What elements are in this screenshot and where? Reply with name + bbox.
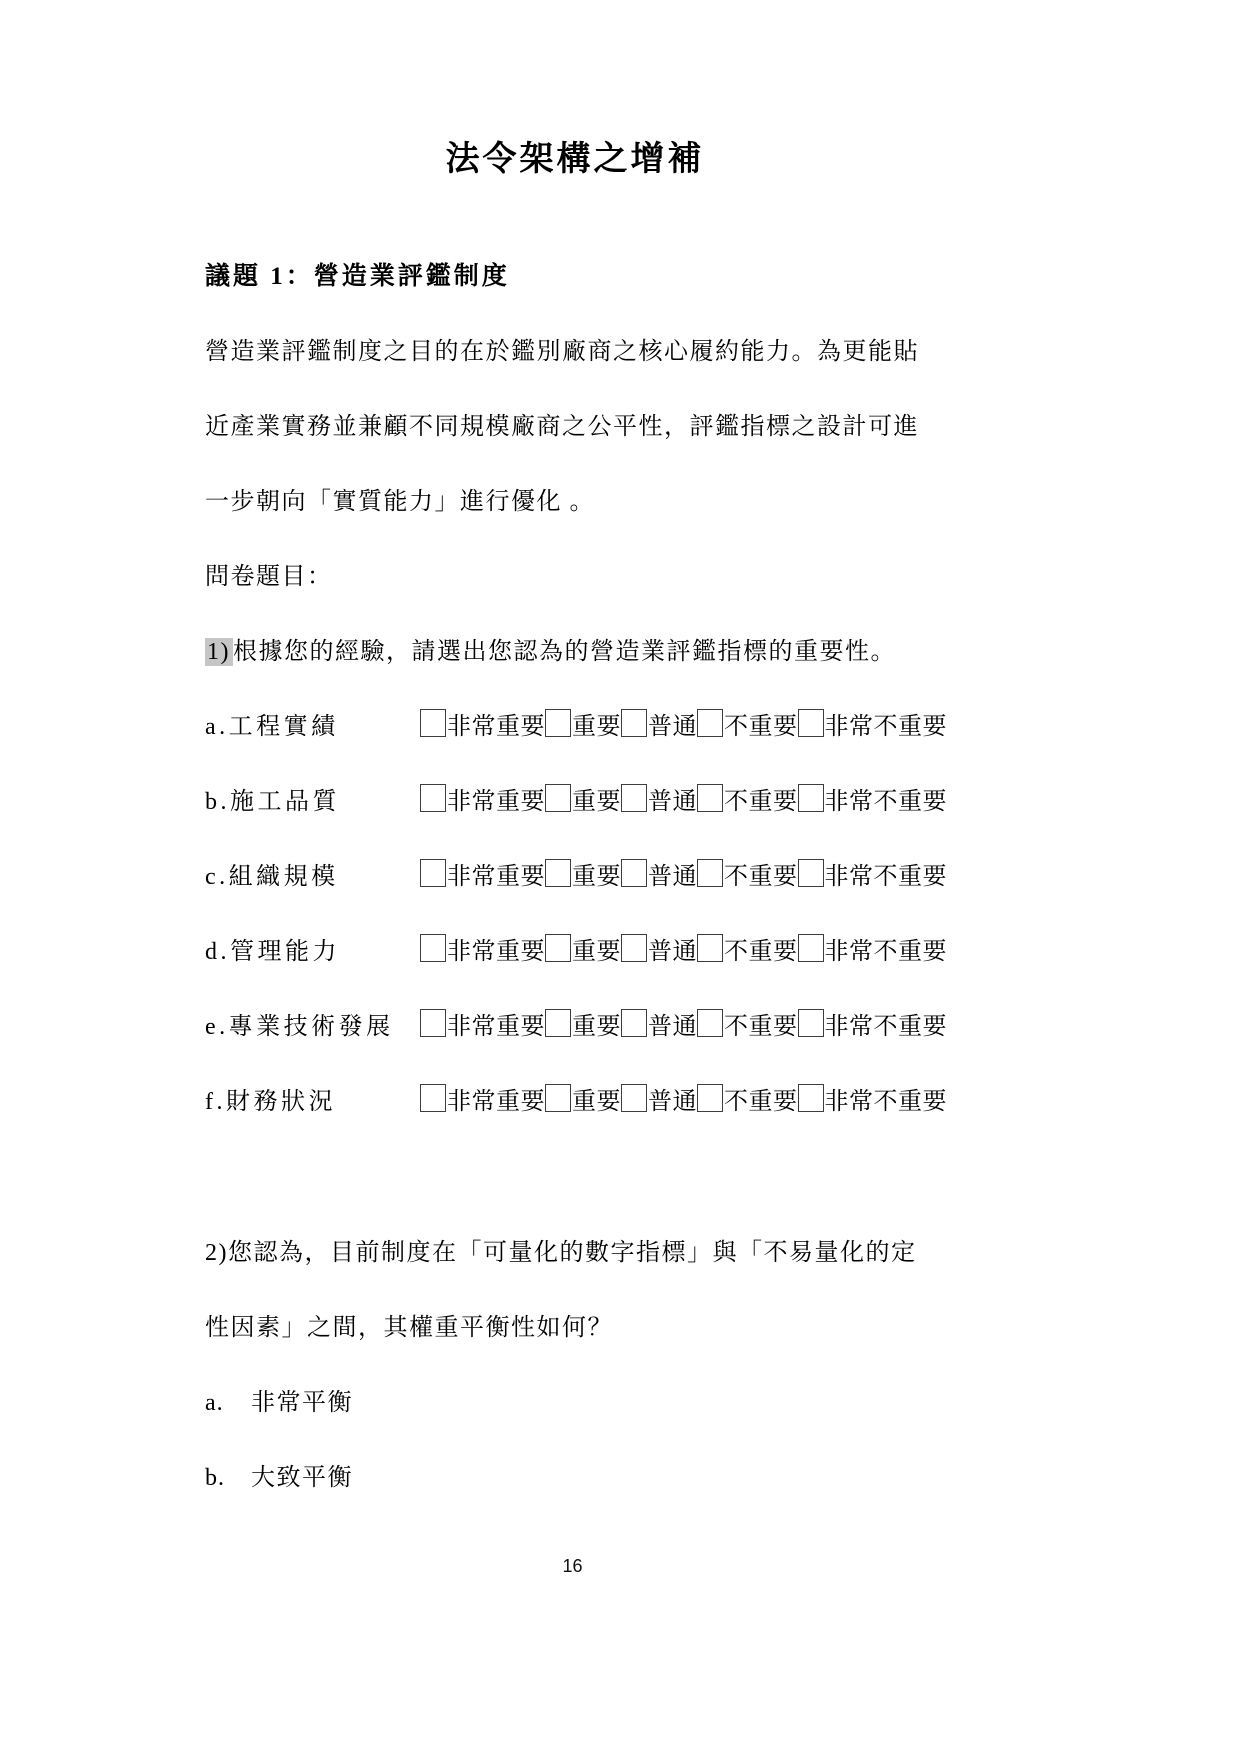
checkbox[interactable] <box>697 1009 723 1037</box>
checkbox[interactable] <box>621 859 647 887</box>
checkbox[interactable] <box>621 1084 647 1112</box>
rating-row <box>205 1065 945 1140</box>
intro-line-2: 近產業實務並兼顧不同規模廠商之公平性，評鑑指標之設計可進 <box>205 414 919 440</box>
question2-options <box>205 1366 945 1516</box>
question2-line-1: 2)您認為，目前制度在「可量化的數字指標」與「不易量化的定 <box>205 1240 917 1266</box>
checkbox-label: 普通 <box>648 1014 697 1040</box>
checkbox-label: 重要 <box>572 939 621 965</box>
checkbox-label: 普通 <box>648 714 697 740</box>
question2-option <box>205 1441 945 1516</box>
checkbox-label: 不重要 <box>724 714 798 740</box>
checkbox-label: 普通 <box>648 1089 697 1115</box>
checkbox[interactable] <box>621 1009 647 1037</box>
option-text: 大致平衡 <box>251 1465 353 1491</box>
checkbox-label: 普通 <box>648 864 697 890</box>
option-letter: a. <box>205 1390 224 1416</box>
checkbox-label: 非常重要 <box>447 789 545 815</box>
checkbox[interactable] <box>420 859 446 887</box>
intro-line-3: 一步朝向「實質能力」進行優化 。 <box>205 489 595 515</box>
rating-row-label: d.管理能力 <box>205 939 340 965</box>
checkbox[interactable] <box>798 709 824 737</box>
checkbox-label: 非常不重要 <box>824 939 947 965</box>
checkbox[interactable] <box>798 1084 824 1112</box>
checkbox-label: 非常重要 <box>447 714 545 740</box>
checkbox-label: 非常重要 <box>447 864 545 890</box>
checkbox-label: 不重要 <box>724 864 798 890</box>
page-number: 16 <box>562 1556 583 1576</box>
checkbox[interactable] <box>697 709 723 737</box>
checkbox[interactable] <box>697 934 723 962</box>
intro-line-1: 營造業評鑑制度之目的在於鑑別廠商之核心履約能力。為更能貼 <box>205 339 919 365</box>
rating-row-label: a.工程實績 <box>205 714 339 740</box>
checkbox-label: 重要 <box>572 1014 621 1040</box>
checkbox[interactable] <box>545 859 571 887</box>
rating-row-label: e.專業技術發展 <box>205 1014 394 1040</box>
rating-row <box>205 840 945 915</box>
checkbox[interactable] <box>798 1009 824 1037</box>
checkbox-label: 重要 <box>572 864 621 890</box>
checkbox[interactable] <box>545 784 571 812</box>
document-content <box>205 135 945 1516</box>
page-title: 法令架構之增補 <box>445 141 705 178</box>
checkbox[interactable] <box>798 784 824 812</box>
rating-row <box>205 690 945 765</box>
checkbox-label: 不重要 <box>724 789 798 815</box>
checkbox-label: 重要 <box>572 789 621 815</box>
question2-option <box>205 1366 945 1441</box>
question1-number-highlight: 1) <box>205 638 233 666</box>
checkbox-label: 不重要 <box>724 1089 798 1115</box>
checkbox[interactable] <box>545 1009 571 1037</box>
option-text: 非常平衡 <box>251 1390 353 1416</box>
checkbox-label: 非常不重要 <box>824 864 947 890</box>
question2-line-2: 性因素」之間，其權重平衡性如何？ <box>205 1315 613 1341</box>
checkbox-label: 非常重要 <box>447 939 545 965</box>
checkbox[interactable] <box>420 784 446 812</box>
checkbox[interactable] <box>621 709 647 737</box>
checkbox-label: 非常不重要 <box>824 1089 947 1115</box>
checkbox-label: 不重要 <box>724 1014 798 1040</box>
checkbox[interactable] <box>545 709 571 737</box>
rating-row <box>205 765 945 840</box>
checkbox-label: 非常不重要 <box>824 714 947 740</box>
checkbox[interactable] <box>798 934 824 962</box>
rating-row <box>205 990 945 1065</box>
checkbox[interactable] <box>545 1084 571 1112</box>
checkbox[interactable] <box>697 1084 723 1112</box>
checkbox-label: 非常重要 <box>447 1089 545 1115</box>
checkbox[interactable] <box>798 859 824 887</box>
checkbox-label: 重要 <box>572 714 621 740</box>
checkbox[interactable] <box>697 859 723 887</box>
questionnaire-label: 問卷題目： <box>205 564 333 590</box>
checkbox-label: 非常重要 <box>447 1014 545 1040</box>
checkbox-label: 非常不重要 <box>824 1014 947 1040</box>
section-heading: 議題 1：營造業評鑑制度 <box>205 263 510 290</box>
checkbox-label: 普通 <box>648 789 697 815</box>
checkbox-label: 非常不重要 <box>824 789 947 815</box>
question1-rating-rows <box>205 690 945 1140</box>
checkbox[interactable] <box>621 784 647 812</box>
checkbox[interactable] <box>621 934 647 962</box>
question1-text: 根據您的經驗，請選出您認為的營造業評鑑指標的重要性。 <box>233 639 896 665</box>
checkbox[interactable] <box>420 1084 446 1112</box>
rating-row-label: c.組織規模 <box>205 864 339 890</box>
checkbox[interactable] <box>697 784 723 812</box>
rating-row-label: b.施工品質 <box>205 789 340 815</box>
checkbox[interactable] <box>420 709 446 737</box>
question1-text-line <box>205 615 945 690</box>
rating-row-label: f.財務狀況 <box>205 1089 336 1115</box>
checkbox[interactable] <box>420 1009 446 1037</box>
checkbox-label: 重要 <box>572 1089 621 1115</box>
option-letter: b. <box>205 1465 225 1491</box>
checkbox-label: 不重要 <box>724 939 798 965</box>
checkbox[interactable] <box>420 934 446 962</box>
checkbox[interactable] <box>545 934 571 962</box>
rating-row <box>205 915 945 990</box>
checkbox-label: 普通 <box>648 939 697 965</box>
